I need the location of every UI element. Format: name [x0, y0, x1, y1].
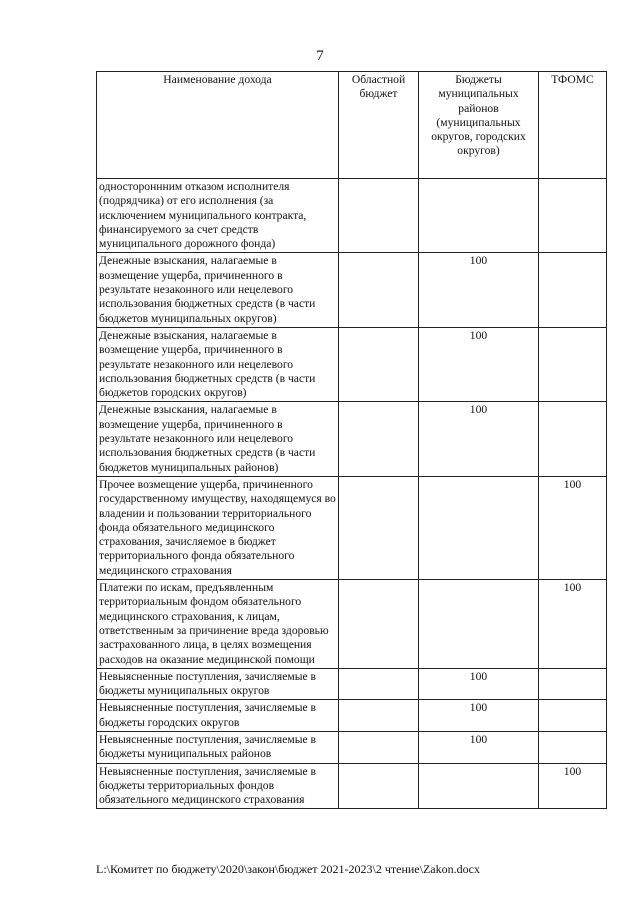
table-row: [97, 253, 607, 327]
tfoms-value-cell: [539, 402, 607, 476]
table-header-row: [97, 72, 607, 179]
table-row: [97, 580, 607, 669]
municipal-value-cell: [419, 476, 539, 579]
municipal-value-cell: 100: [419, 327, 539, 401]
oblast-value-cell: [339, 700, 419, 732]
tfoms-value-cell: 100: [539, 580, 607, 669]
municipal-value-cell: 100: [419, 700, 539, 732]
revenue-name-cell: Денежные взыскания, налагаемые в возмещение ущерба, причиненного в результате незаконного или нецелевого использования бюджетных средств (в части бюджетов муниципальных округов): [97, 253, 339, 327]
oblast-value-cell: [339, 476, 419, 579]
header-oblast-budget: Областной бюджет: [339, 72, 419, 179]
oblast-value-cell: [339, 179, 419, 253]
municipal-value-cell: [419, 763, 539, 809]
municipal-value-cell: 100: [419, 402, 539, 476]
page-number: 7: [316, 48, 324, 64]
tfoms-value-cell: [539, 700, 607, 732]
oblast-value-cell: [339, 580, 419, 669]
tfoms-value-cell: 100: [539, 763, 607, 809]
header-revenue-name: Наименование дохода: [97, 72, 339, 179]
table-row: [97, 731, 607, 763]
tfoms-value-cell: [539, 179, 607, 253]
table-row: [97, 700, 607, 732]
oblast-value-cell: [339, 668, 419, 700]
revenue-name-cell: Платежи по искам, предъявленным территориальным фондом обязательного медицинского страхования, к лицам, ответственным за причинение вреда здоровью застрахованного лица, в целях возмещения расходов на оказание медицинской помощи: [97, 580, 339, 669]
oblast-value-cell: [339, 327, 419, 401]
oblast-value-cell: [339, 402, 419, 476]
tfoms-value-cell: [539, 668, 607, 700]
table-row: [97, 179, 607, 253]
tfoms-value-cell: 100: [539, 476, 607, 579]
table-row: [97, 402, 607, 476]
table-row: [97, 476, 607, 579]
municipal-value-cell: [419, 179, 539, 253]
municipal-value-cell: [419, 580, 539, 669]
table-row: [97, 763, 607, 809]
revenue-table: [96, 71, 607, 809]
tfoms-value-cell: [539, 731, 607, 763]
revenue-name-cell: Невыясненные поступления, зачисляемые в бюджеты городских округов: [97, 700, 339, 732]
revenue-name-cell: Денежные взыскания, налагаемые в возмещение ущерба, причиненного в результате незаконного или нецелевого использования бюджетных средств (в части бюджетов городских округов): [97, 327, 339, 401]
municipal-value-cell: 100: [419, 731, 539, 763]
oblast-value-cell: [339, 763, 419, 809]
revenue-name-cell: Денежные взыскания, налагаемые в возмещение ущерба, причиненного в результате незаконного или нецелевого использования бюджетных средств (в части бюджетов муниципальных районов): [97, 402, 339, 476]
municipal-value-cell: 100: [419, 668, 539, 700]
oblast-value-cell: [339, 731, 419, 763]
revenue-name-cell: Невыясненные поступления, зачисляемые в бюджеты муниципальных районов: [97, 731, 339, 763]
tfoms-value-cell: [539, 327, 607, 401]
header-municipal-budgets: Бюджеты муниципальных районов (муниципальных округов, городских округов): [419, 72, 539, 179]
table-row: [97, 327, 607, 401]
footer-file-path: L:\Комитет по бюджету\2020\закон\бюджет 2021-2023\2 чтение\Zakon.docx: [96, 862, 480, 876]
tfoms-value-cell: [539, 253, 607, 327]
revenue-name-cell: Невыясненные поступления, зачисляемые в бюджеты территориальных фондов обязательного медицинского страхования: [97, 763, 339, 809]
revenue-name-cell: Невыясненные поступления, зачисляемые в бюджеты муниципальных округов: [97, 668, 339, 700]
oblast-value-cell: [339, 253, 419, 327]
municipal-value-cell: 100: [419, 253, 539, 327]
header-tfoms: ТФОМС: [539, 72, 607, 179]
revenue-name-cell: Прочее возмещение ущерба, причиненного государственному имуществу, находящемуся во владении и пользовании территориального фонда обязательного медицинского страхования, зачисляемое в бюджет территориального фонда обязательного медицинского страхования: [97, 476, 339, 579]
table-row: [97, 668, 607, 700]
revenue-name-cell: одностороннним отказом исполнителя (подрядчика) от его исполнения (за исключением муниципального контракта, финансируемого за счет средств муниципального дорожного фонда): [97, 179, 339, 253]
